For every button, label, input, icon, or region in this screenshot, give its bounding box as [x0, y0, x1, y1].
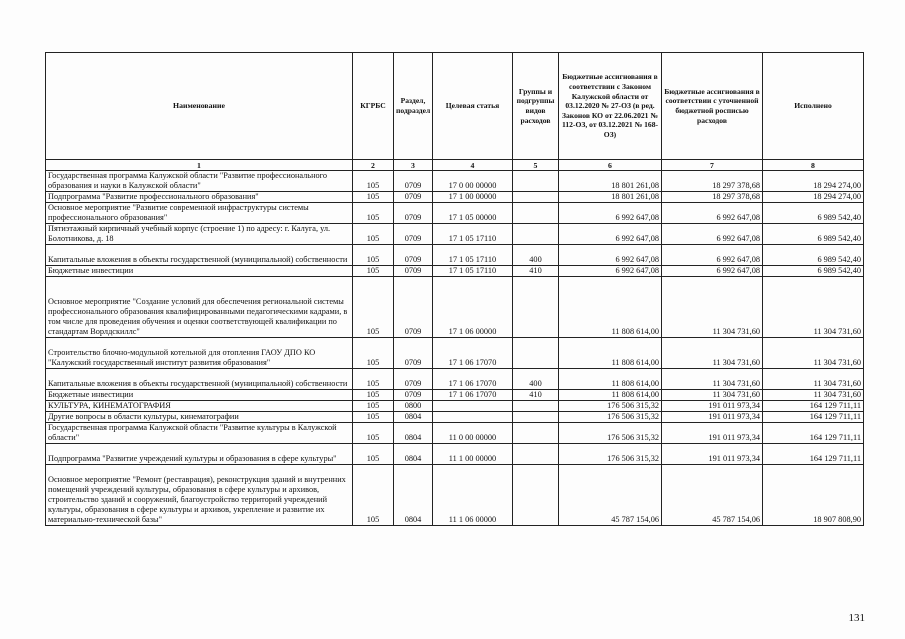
row-group: [513, 203, 559, 224]
table-row: [46, 277, 864, 338]
row-group: [513, 171, 559, 192]
column-number: 1: [46, 160, 353, 171]
row-approved-amount: 11 808 614,00: [559, 277, 662, 338]
row-section: 0804: [394, 465, 433, 526]
column-number: 5: [513, 160, 559, 171]
row-refined-amount: 18 297 378,68: [662, 192, 763, 203]
header-group: Группы и подгруппы видов расходов: [513, 53, 559, 160]
row-section: 0709: [394, 369, 433, 390]
header-refined: Бюджетные ассигнования в соответствии с уточненной бюджетной росписью расходов: [662, 53, 763, 160]
row-group: 410: [513, 266, 559, 277]
row-executed-amount: 164 129 711,11: [763, 444, 864, 465]
row-executed-amount: 11 304 731,60: [763, 277, 864, 338]
row-name: Другие вопросы в области культуры, кинематографии: [46, 412, 353, 423]
row-name: Основное мероприятие "Развитие современной инфраструктуры системы профессионального образования": [46, 203, 353, 224]
row-section: 0804: [394, 423, 433, 444]
table-row: [46, 423, 864, 444]
row-section: 0709: [394, 266, 433, 277]
row-kgrbs: 105: [353, 412, 394, 423]
row-group: [513, 423, 559, 444]
row-kgrbs: 105: [353, 192, 394, 203]
row-refined-amount: 191 011 973,34: [662, 444, 763, 465]
row-target: 17 1 06 17070: [433, 390, 513, 401]
row-kgrbs: 105: [353, 444, 394, 465]
row-name: Капитальные вложения в объекты государственной (муниципальной) собственности: [46, 369, 353, 390]
row-refined-amount: 6 992 647,08: [662, 203, 763, 224]
row-group: 400: [513, 245, 559, 266]
column-number: 3: [394, 160, 433, 171]
row-target: 17 1 06 17070: [433, 369, 513, 390]
row-target: 17 1 05 17110: [433, 245, 513, 266]
row-group: [513, 192, 559, 203]
column-numbers-row: [46, 160, 864, 171]
row-refined-amount: 18 297 378,68: [662, 171, 763, 192]
table-row: [46, 224, 864, 245]
row-refined-amount: 191 011 973,34: [662, 423, 763, 444]
row-executed-amount: 18 294 274,00: [763, 192, 864, 203]
row-executed-amount: 11 304 731,60: [763, 338, 864, 369]
table-row: [46, 444, 864, 465]
row-name: Бюджетные инвестиции: [46, 390, 353, 401]
row-section: 0709: [394, 390, 433, 401]
row-group: [513, 338, 559, 369]
row-refined-amount: 191 011 973,34: [662, 401, 763, 412]
row-kgrbs: 105: [353, 369, 394, 390]
row-approved-amount: 6 992 647,08: [559, 203, 662, 224]
header-section: Раздел, подраздел: [394, 53, 433, 160]
row-target: [433, 412, 513, 423]
row-group: [513, 412, 559, 423]
row-name: Государственная программа Калужской области "Развитие культуры в Калужской области": [46, 423, 353, 444]
row-approved-amount: 176 506 315,32: [559, 444, 662, 465]
row-group: [513, 465, 559, 526]
row-name: Подпрограмма "Развитие профессионального образования": [46, 192, 353, 203]
header-executed: Исполнено: [763, 53, 864, 160]
row-section: 0709: [394, 192, 433, 203]
column-number: 6: [559, 160, 662, 171]
row-refined-amount: 6 992 647,08: [662, 245, 763, 266]
row-approved-amount: 176 506 315,32: [559, 412, 662, 423]
row-target: [433, 401, 513, 412]
row-kgrbs: 105: [353, 423, 394, 444]
row-executed-amount: 164 129 711,11: [763, 412, 864, 423]
row-executed-amount: 6 989 542,40: [763, 224, 864, 245]
row-refined-amount: 11 304 731,60: [662, 338, 763, 369]
row-target: 17 1 05 17110: [433, 224, 513, 245]
row-target: 17 0 00 00000: [433, 171, 513, 192]
row-approved-amount: 176 506 315,32: [559, 423, 662, 444]
row-name: Государственная программа Калужской области "Развитие профессионального образования и науки в Калужской области": [46, 171, 353, 192]
row-approved-amount: 6 992 647,08: [559, 266, 662, 277]
row-group: [513, 277, 559, 338]
header-name: Наименование: [46, 53, 353, 160]
row-group: 400: [513, 369, 559, 390]
table-row: [46, 171, 864, 192]
row-name: КУЛЬТУРА, КИНЕМАТОГРАФИЯ: [46, 401, 353, 412]
row-group: [513, 444, 559, 465]
row-target: 17 1 00 00000: [433, 192, 513, 203]
row-refined-amount: 11 304 731,60: [662, 369, 763, 390]
table-row: [46, 338, 864, 369]
row-target: 11 0 00 00000: [433, 423, 513, 444]
header-approved: Бюджетные ассигнования в соответствии с Законом Калужской области от 03.12.2020 № 27-ОЗ (в ред. Законов КО от 22.06.2021 № 112-ОЗ, от 03.12.2021 № 168-ОЗ): [559, 53, 662, 160]
row-kgrbs: 105: [353, 245, 394, 266]
row-approved-amount: 11 808 614,00: [559, 369, 662, 390]
row-approved-amount: 6 992 647,08: [559, 224, 662, 245]
header-row: [46, 53, 864, 160]
row-kgrbs: 105: [353, 401, 394, 412]
column-number: 4: [433, 160, 513, 171]
row-name: Основное мероприятие "Создание условий для обеспечения региональной системы профессионального образования квалифицированными педагогическими кадрами, в том числе для проведения обучения и оценки соответствующей квалификации по стандартам Ворлдскиллс": [46, 277, 353, 338]
row-group: 410: [513, 390, 559, 401]
row-target: 11 1 06 00000: [433, 465, 513, 526]
row-kgrbs: 105: [353, 171, 394, 192]
table-row: [46, 203, 864, 224]
row-target: 11 1 00 00000: [433, 444, 513, 465]
row-refined-amount: 6 992 647,08: [662, 266, 763, 277]
row-kgrbs: 105: [353, 277, 394, 338]
row-refined-amount: 6 992 647,08: [662, 224, 763, 245]
table-row: [46, 369, 864, 390]
row-executed-amount: 18 294 274,00: [763, 171, 864, 192]
row-executed-amount: 11 304 731,60: [763, 369, 864, 390]
row-kgrbs: 105: [353, 390, 394, 401]
header-target: Целевая статья: [433, 53, 513, 160]
row-name: Капитальные вложения в объекты государственной (муниципальной) собственности: [46, 245, 353, 266]
row-name: Строительство блочно-модульной котельной для отопления ГАОУ ДПО КО "Калужский государственный институт развития образования": [46, 338, 353, 369]
row-kgrbs: 105: [353, 266, 394, 277]
row-section: 0709: [394, 277, 433, 338]
page-number: 131: [848, 612, 865, 624]
row-section: 0800: [394, 401, 433, 412]
row-refined-amount: 45 787 154,06: [662, 465, 763, 526]
header-kgrbs: КГРБС: [353, 53, 394, 160]
row-approved-amount: 11 808 614,00: [559, 338, 662, 369]
budget-table: [45, 52, 864, 526]
row-refined-amount: 191 011 973,34: [662, 412, 763, 423]
row-section: 0709: [394, 245, 433, 266]
row-kgrbs: 105: [353, 338, 394, 369]
column-number: 2: [353, 160, 394, 171]
row-approved-amount: 176 506 315,32: [559, 401, 662, 412]
column-number: 8: [763, 160, 864, 171]
row-section: 0709: [394, 338, 433, 369]
row-name: Пятиэтажный кирпичный учебный корпус (строение 1) по адресу: г. Калуга, ул. Болотникова, д. 18: [46, 224, 353, 245]
row-kgrbs: 105: [353, 465, 394, 526]
row-executed-amount: 6 989 542,40: [763, 245, 864, 266]
table-row: [46, 245, 864, 266]
table-row: [46, 465, 864, 526]
row-target: 17 1 06 00000: [433, 277, 513, 338]
row-refined-amount: 11 304 731,60: [662, 277, 763, 338]
row-approved-amount: 11 808 614,00: [559, 390, 662, 401]
row-name: Бюджетные инвестиции: [46, 266, 353, 277]
row-name: Основное мероприятие "Ремонт (реставрация), реконструкция зданий и внутренних помещений учреждений культуры, образования в сфере культуры и архивов, строительство зданий и сооружений, благоустройство территорий учреждений культуры, образования в сфере культуры и архивов, укрепление и развитие их материально-технической базы": [46, 465, 353, 526]
row-group: [513, 401, 559, 412]
row-section: 0709: [394, 171, 433, 192]
row-section: 0804: [394, 444, 433, 465]
table-row: [46, 390, 864, 401]
row-approved-amount: 45 787 154,06: [559, 465, 662, 526]
row-group: [513, 224, 559, 245]
column-number: 7: [662, 160, 763, 171]
row-executed-amount: 6 989 542,40: [763, 266, 864, 277]
row-approved-amount: 18 801 261,08: [559, 192, 662, 203]
table-row: [46, 192, 864, 203]
row-executed-amount: 11 304 731,60: [763, 390, 864, 401]
row-target: 17 1 05 00000: [433, 203, 513, 224]
row-section: 0709: [394, 203, 433, 224]
row-approved-amount: 6 992 647,08: [559, 245, 662, 266]
row-refined-amount: 11 304 731,60: [662, 390, 763, 401]
row-executed-amount: 164 129 711,11: [763, 423, 864, 444]
row-approved-amount: 18 801 261,08: [559, 171, 662, 192]
row-kgrbs: 105: [353, 224, 394, 245]
row-target: 17 1 05 17110: [433, 266, 513, 277]
row-kgrbs: 105: [353, 203, 394, 224]
row-executed-amount: 6 989 542,40: [763, 203, 864, 224]
row-target: 17 1 06 17070: [433, 338, 513, 369]
table-row: [46, 401, 864, 412]
row-section: 0709: [394, 224, 433, 245]
table-row: [46, 412, 864, 423]
table-row: [46, 266, 864, 277]
row-name: Подпрограмма "Развитие учреждений культуры и образования в сфере культуры": [46, 444, 353, 465]
row-executed-amount: 18 907 808,90: [763, 465, 864, 526]
row-section: 0804: [394, 412, 433, 423]
row-executed-amount: 164 129 711,11: [763, 401, 864, 412]
